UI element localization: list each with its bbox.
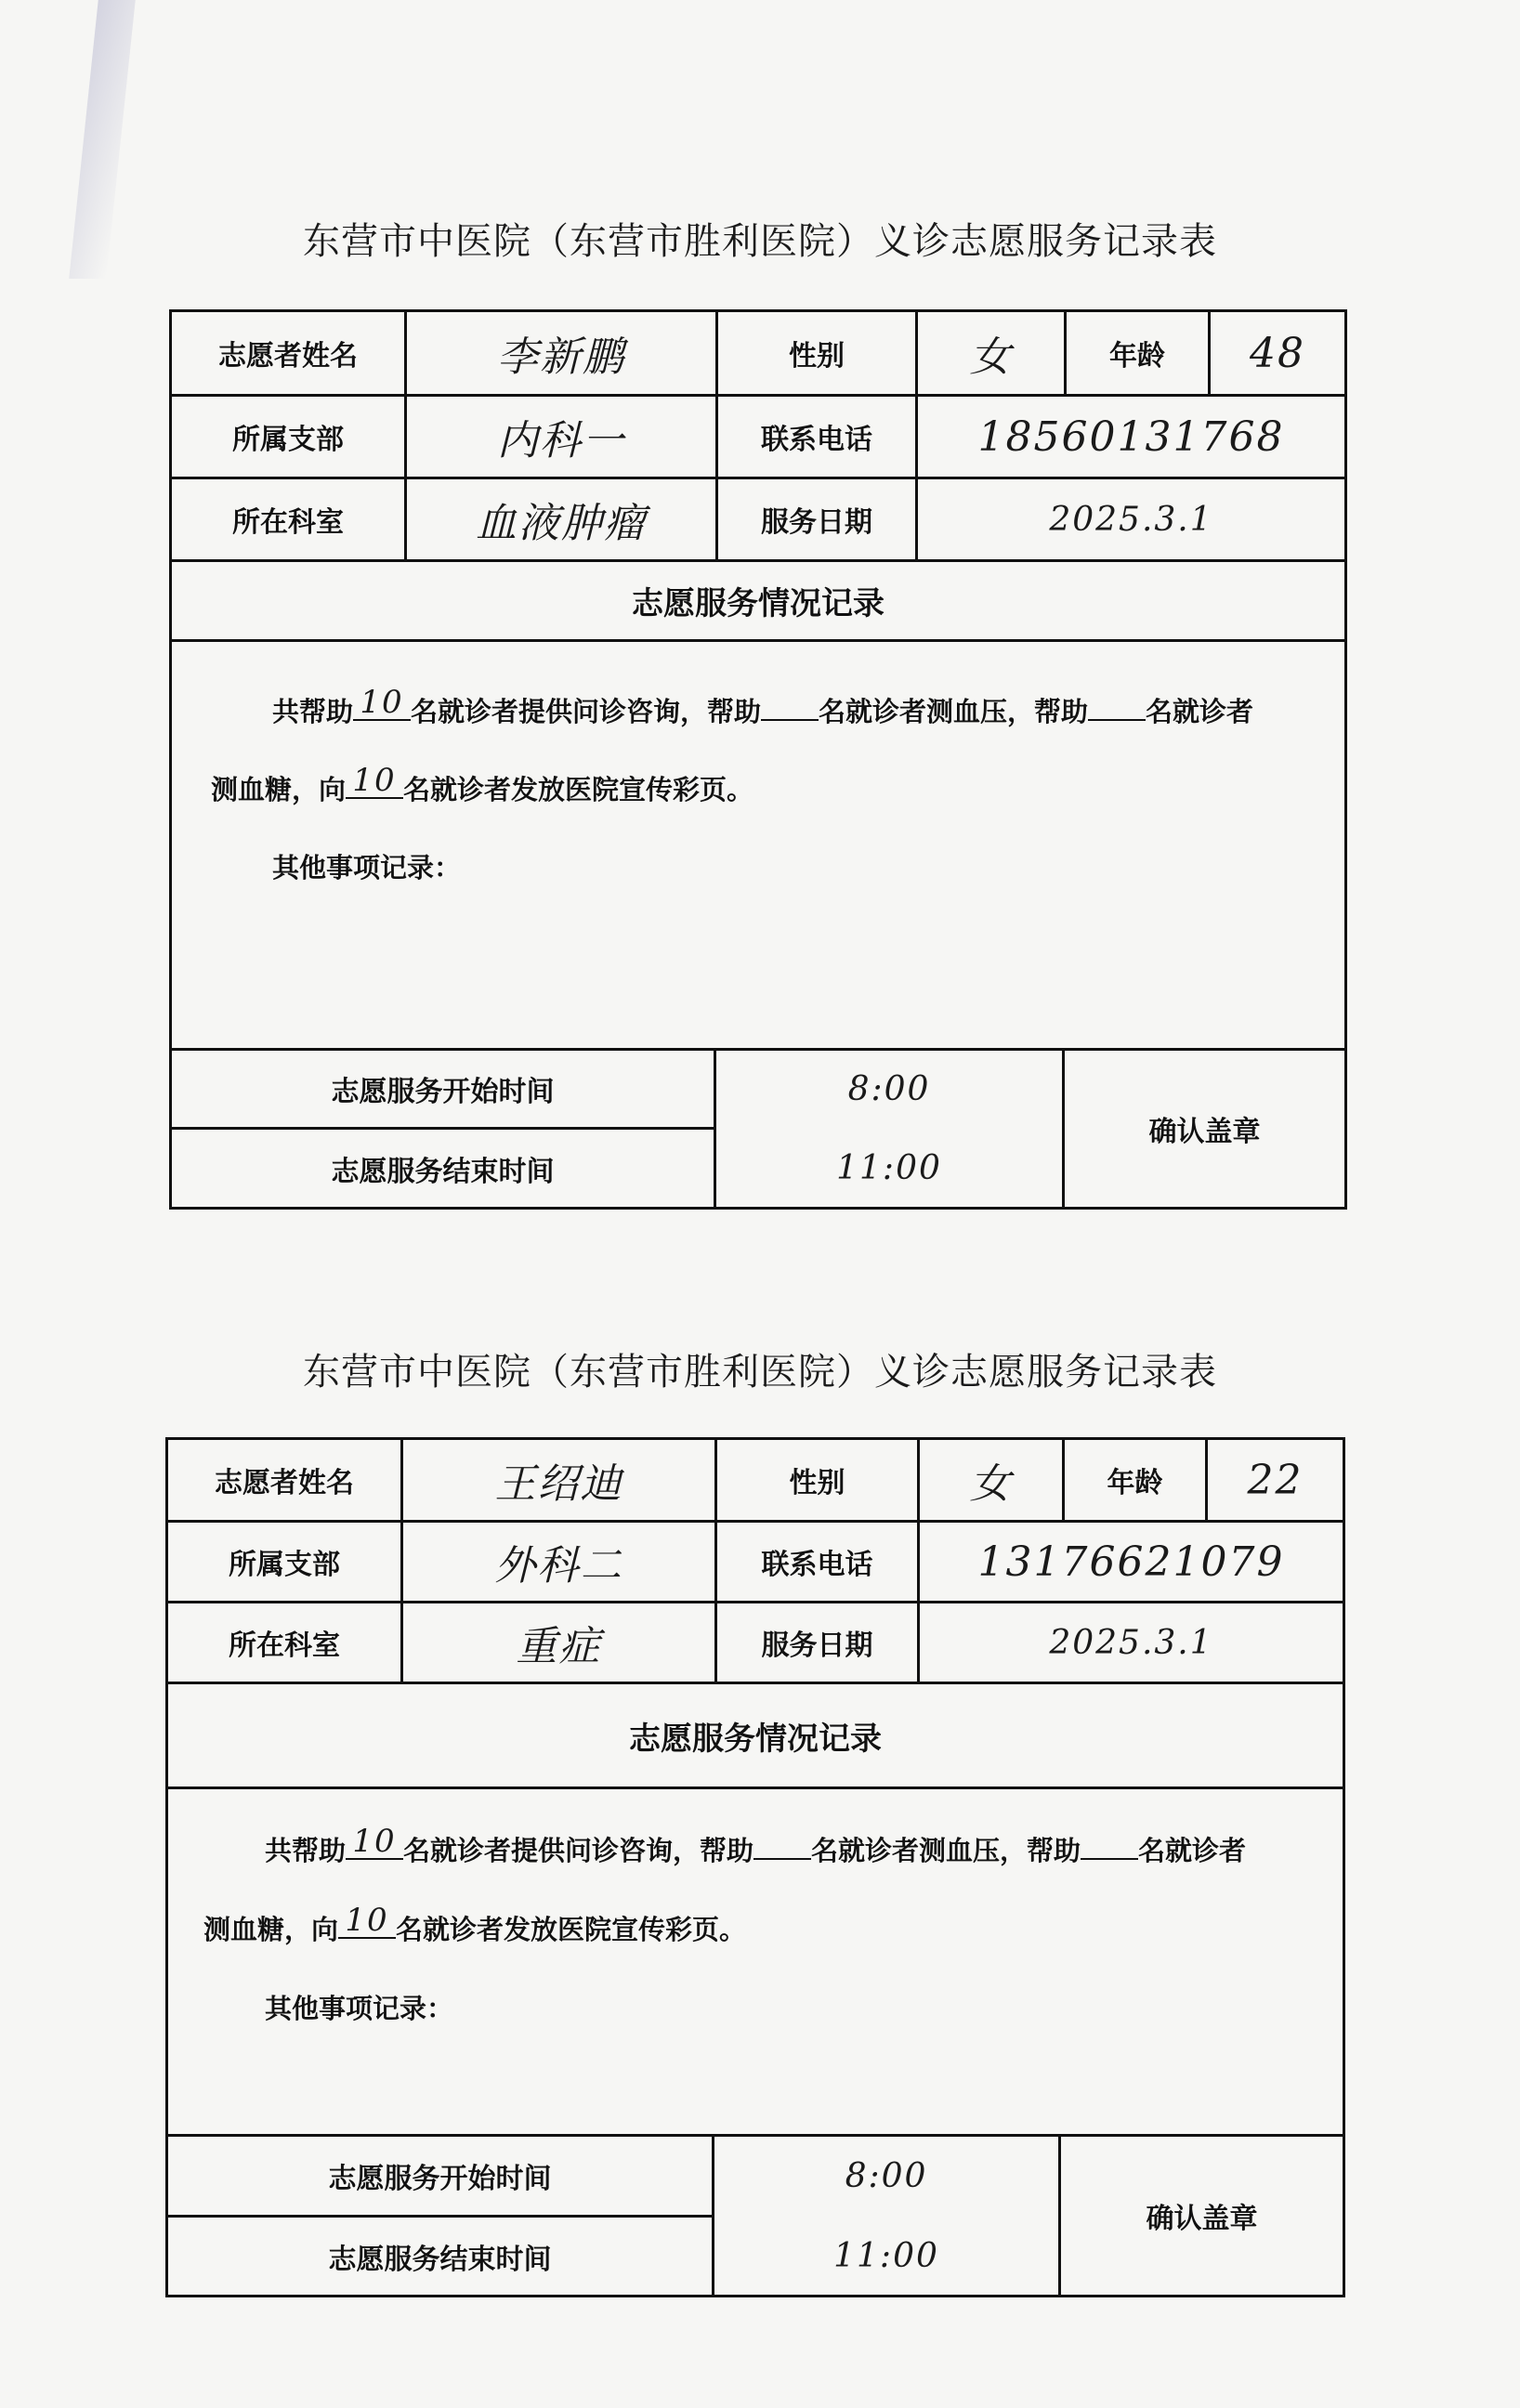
phone-label: 联系电话 xyxy=(761,1549,873,1581)
end-time-label: 志愿服务结束时间 xyxy=(331,1155,555,1188)
branch-label: 所属支部 xyxy=(229,1549,340,1581)
department-value: 重症 xyxy=(516,1623,602,1670)
other-items-label: 其他事项记录： xyxy=(272,852,462,883)
age-value: 22 xyxy=(1247,1456,1304,1504)
brochure-count: 10 xyxy=(352,762,397,799)
gender-label: 性别 xyxy=(789,1467,845,1499)
name-label: 志愿者姓名 xyxy=(215,1467,354,1499)
other-items-label: 其他事项记录： xyxy=(265,1993,454,2024)
end-time-label: 志愿服务结束时间 xyxy=(328,2243,552,2276)
name-value: 王绍迪 xyxy=(494,1460,623,1508)
department-label: 所在科室 xyxy=(229,1629,340,1662)
service-summary-line-1: 共帮助 10 名就诊者提供问诊咨询，帮助 名就诊者测血压，帮助 名就诊者 xyxy=(265,1823,1247,1866)
gender-value: 女 xyxy=(969,1460,1013,1508)
consult-count: 10 xyxy=(360,684,404,721)
name-value: 李新鹏 xyxy=(497,334,625,381)
age-label: 年龄 xyxy=(1109,340,1165,373)
phone-value: 18560131768 xyxy=(977,412,1285,461)
phone-label: 联系电话 xyxy=(761,424,872,456)
name-label: 志愿者姓名 xyxy=(218,340,358,373)
form-table xyxy=(165,1437,1345,2297)
consult-count: 10 xyxy=(352,1823,397,1860)
seal-label: 确认盖章 xyxy=(1148,1116,1261,1148)
brochure-count: 10 xyxy=(345,1902,389,1939)
start-time-label: 志愿服务开始时间 xyxy=(331,1076,555,1108)
age-value: 48 xyxy=(1250,329,1305,377)
branch-label: 所属支部 xyxy=(232,424,344,456)
end-time-value: 11:00 xyxy=(836,1149,942,1187)
form-table xyxy=(169,309,1347,1210)
gender-label: 性别 xyxy=(789,340,845,373)
department-label: 所在科室 xyxy=(232,506,344,539)
seal-label: 确认盖章 xyxy=(1146,2203,1258,2235)
gender-value: 女 xyxy=(969,334,1013,381)
phone-value: 13176621079 xyxy=(977,1538,1285,1586)
branch-value: 内科一 xyxy=(497,417,625,465)
section-heading: 志愿服务情况记录 xyxy=(632,585,884,622)
service-date-value: 2025.3.1 xyxy=(1049,1623,1213,1662)
service-summary-line-2: 测血糖，向 10 名就诊者发放医院宣传彩页。 xyxy=(203,1902,747,1945)
service-date-label: 服务日期 xyxy=(761,506,872,539)
start-time-value: 8:00 xyxy=(847,1069,931,1108)
age-label: 年龄 xyxy=(1107,1467,1163,1499)
department-value: 血液肿瘤 xyxy=(476,500,647,547)
service-summary-line-1: 共帮助 10 名就诊者提供问诊咨询，帮助 名就诊者测血压，帮助 名就诊者 xyxy=(272,684,1254,727)
page-edge-shadow xyxy=(69,0,136,279)
service-summary-line-2: 测血糖，向 10 名就诊者发放医院宣传彩页。 xyxy=(211,762,754,805)
start-time-label: 志愿服务开始时间 xyxy=(328,2163,552,2195)
service-date-value: 2025.3.1 xyxy=(1049,500,1213,539)
branch-value: 外科二 xyxy=(494,1542,623,1590)
form-title: 东营市中医院（东营市胜利医院）义诊志愿服务记录表 xyxy=(303,220,1217,263)
start-time-value: 8:00 xyxy=(845,2156,928,2195)
service-date-label: 服务日期 xyxy=(761,1629,873,1662)
end-time-value: 11:00 xyxy=(833,2237,939,2275)
section-heading: 志愿服务情况记录 xyxy=(629,1720,882,1758)
form-title: 东营市中医院（东营市胜利医院）义诊志愿服务记录表 xyxy=(303,1351,1217,1394)
